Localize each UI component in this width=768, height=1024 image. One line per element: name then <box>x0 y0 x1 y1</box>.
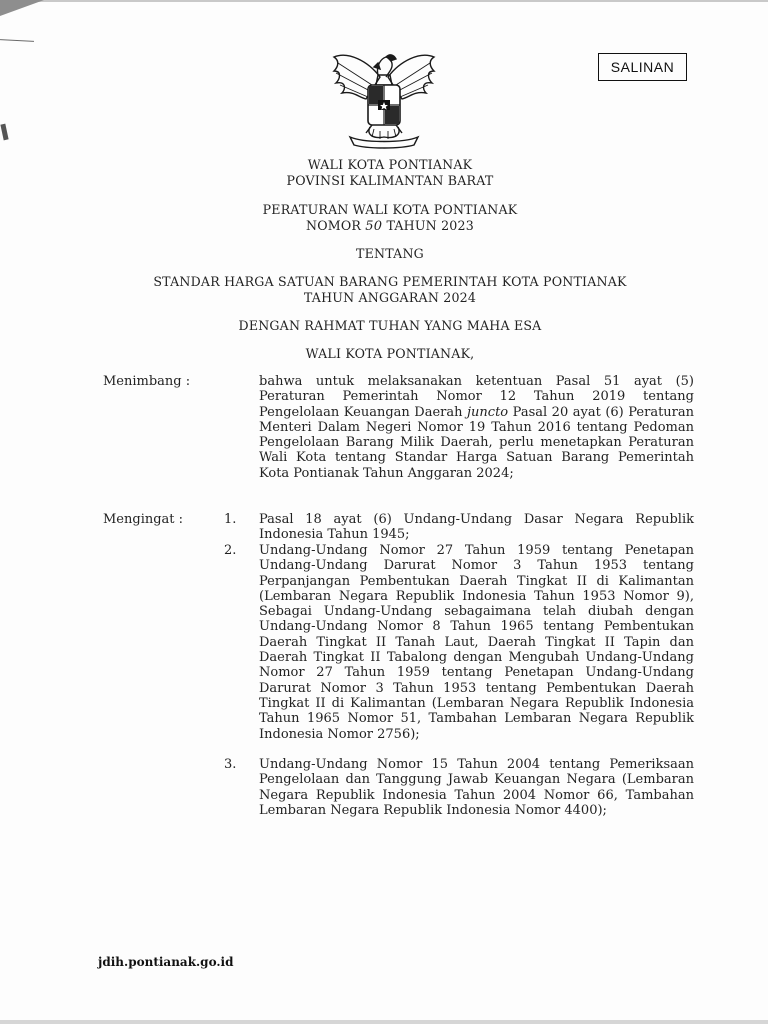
regulation-type: PERATURAN WALI KOTA PONTIANAK <box>262 202 518 217</box>
scan-artifact <box>0 39 34 42</box>
mengingat-item-text: Pasal 18 ayat (6) Undang-Undang Dasar Negara Republik Indonesia Tahun 1945; <box>259 512 694 543</box>
menimbang-label: Menimbang : <box>103 374 191 389</box>
menimbang-text-part1: bahwa untuk melaksanakan ketentuan Pasal 51 ayat (5) Peraturan Pemerintah Nomor 12 Tahun 2019 tentang Pengelolaan Keuangan Daerah <box>259 374 694 420</box>
jdih-footer-link[interactable]: jdih.pontianak.go.id <box>98 955 234 969</box>
scan-corner-fold <box>0 0 44 16</box>
nomor-label: NOMOR <box>306 218 362 233</box>
scan-margin-mark <box>0 124 8 141</box>
issuer-title: WALI KOTA PONTIANAK <box>307 157 473 172</box>
regulation-subject-line2: TAHUN ANGGARAN 2024 <box>303 290 477 305</box>
menimbang-text-italic: juncto <box>467 404 509 420</box>
menimbang-text <box>259 374 694 481</box>
nomor-year: TAHUN 2023 <box>386 218 474 233</box>
enacting-authority: WALI KOTA PONTIANAK, <box>305 346 475 361</box>
tentang-heading: TENTANG <box>356 246 424 261</box>
page-top-edge <box>0 0 768 2</box>
mengingat-item-text: Undang-Undang Nomor 27 Tahun 1959 tentang Penetapan Undang-Undang Darurat Nomor 3 Tahun 1953 tentang Perpanjangan Pembentukan Daerah Tingkat II di Kalimantan (Lembaran Negara Republik Indonesia Tahun 1953 Nomor 9), Sebagai Undang-Undang sebagaimana telah diubah dengan Undang-Undang Nomor 8 Tahun 1965 tentang Pembentukan Daerah Tingkat II Tanah Laut, Daerah Tingkat II Tapin dan Daerah Tingkat II Tabalong dengan Mengubah Undang-Undang Nomor 27 Tahun 1959 tentang Penetapan Undang-Undang Darurat Nomor 3 Tahun 1953 tentang Pembentukan Daerah Tingkat II di Kalimantan (Lembaran Negara Republik Indonesia Tahun 1965 Nomor 51, Tambahan Lembaran Negara Republik Indonesia Nomor 2756); <box>259 543 694 742</box>
garuda-emblem-icon <box>328 47 440 149</box>
salinan-stamp: SALINAN <box>598 53 687 81</box>
page-bottom-edge <box>0 1020 768 1024</box>
mengingat-item-number: 1. <box>224 512 237 527</box>
province-title: POVINSI KALIMANTAN BARAT <box>286 173 494 188</box>
mengingat-item-number: 3. <box>224 757 237 772</box>
menimbang-text-part2: Pasal 20 ayat (6) Peraturan Menteri Dalam Negeri Nomor 19 Tahun 2016 tentang Pedoman Pengelolaan Barang Milik Daerah, perlu menetapkan Peraturan Wali Kota tentang Standar Harga Satuan Barang Pemerintah Kota Pontianak Tahun Anggaran 2024; <box>259 404 695 481</box>
regulation-subject-line1: STANDAR HARGA SATUAN BARANG PEMERINTAH KOTA PONTIANAK <box>153 274 627 289</box>
mengingat-item-number: 2. <box>224 543 237 558</box>
invocation: DENGAN RAHMAT TUHAN YANG MAHA ESA <box>238 318 542 333</box>
regulation-number <box>0 218 768 235</box>
nomor-handwritten-value: 50 <box>365 219 383 234</box>
mengingat-item-text: Undang-Undang Nomor 15 Tahun 2004 tentang Pemeriksaan Pengelolaan dan Tanggung Jawab Keuangan Negara (Lembaran Negara Republik Indonesia Tahun 2004 Nomor 66, Tambahan Lembaran Negara Republik Indonesia Nomor 4400); <box>259 757 694 818</box>
mengingat-label: Mengingat : <box>103 512 184 527</box>
